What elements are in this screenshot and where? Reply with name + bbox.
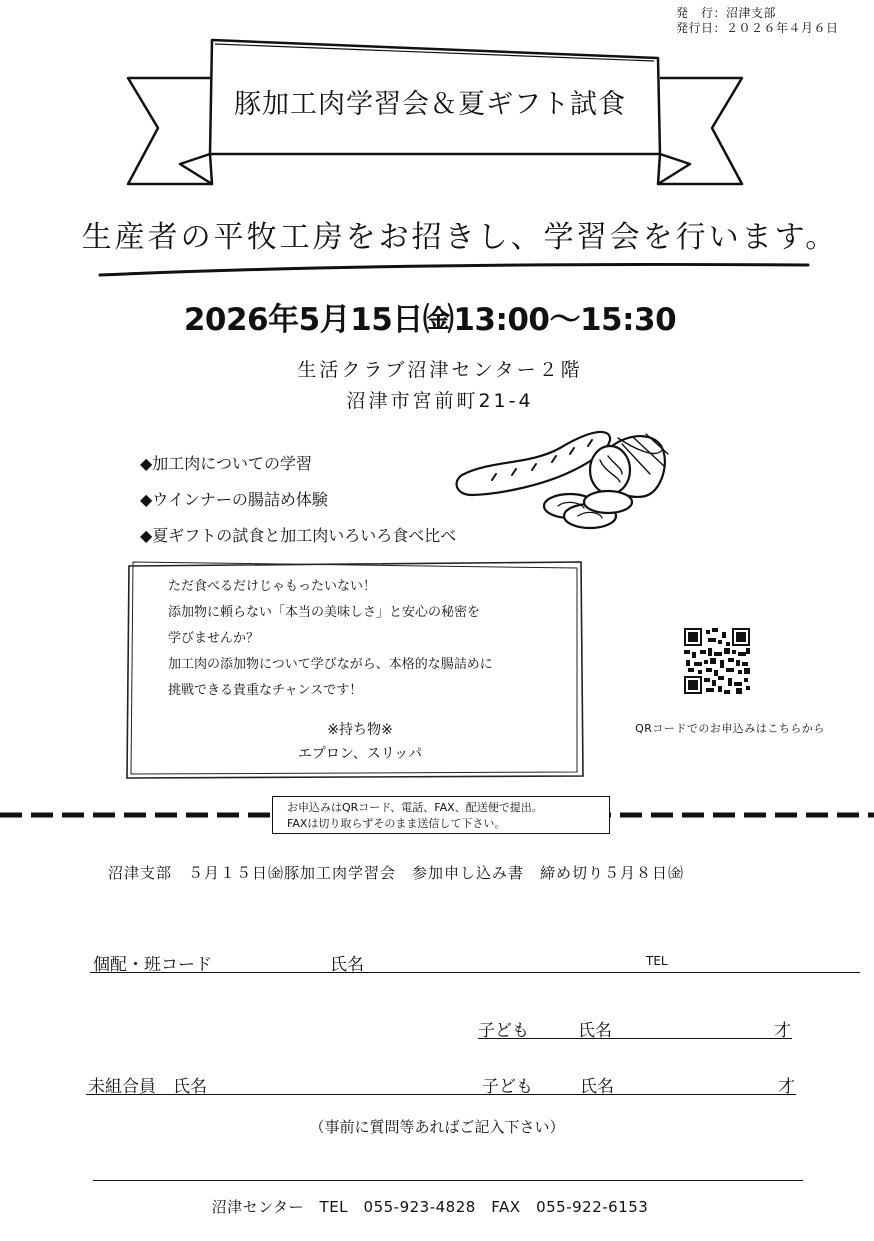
age-label: 才 — [778, 1077, 795, 1097]
message-line: 加工肉の添加物について学びながら、本格的な腸詰めに — [168, 657, 493, 672]
message-line: ただ食べるだけじゃもったいない！ — [168, 579, 377, 594]
qr-caption: QRコードでのお申込みはこちらから — [635, 722, 825, 735]
program-list — [140, 446, 456, 554]
event-subtitle: 生産者の平牧工房をお招きし、学習会を行います。 — [81, 220, 839, 255]
submission-notice — [272, 796, 610, 834]
child-name-label: 氏名 — [578, 1021, 612, 1041]
question-line[interactable] — [93, 1180, 803, 1181]
venue-address: 沼津市宮前町21-4 — [346, 390, 534, 412]
qr-code[interactable] — [684, 628, 750, 694]
belongings-items: エプロン、スリッパ — [297, 746, 423, 762]
message-line: 学びませんか？ — [168, 631, 260, 646]
nonmember-label: 未組合員 氏名 — [88, 1077, 207, 1097]
message-line: 添加物に頼らない「本当の美味しさ」と安心の秘密を — [168, 605, 481, 620]
child-label: 子ども — [478, 1021, 529, 1041]
venue — [180, 355, 700, 417]
child-label: 子ども — [482, 1077, 533, 1097]
form-row-nonmember[interactable] — [86, 1072, 484, 1095]
age-label: 才 — [774, 1021, 791, 1041]
banner-title: 豚加工肉学習会＆夏ギフト試食 — [234, 89, 626, 120]
tel-label: TEL — [646, 954, 668, 968]
issue-date: 発行日：２０２６年４月６日 — [676, 21, 839, 35]
question-note: （事前に質問等あればご記入下さい） — [309, 1118, 565, 1136]
notice-line: FAXは切り取らずそのまま送信して下さい。 — [287, 817, 506, 830]
contact-footer: 沼津センター TEL 055-923-4828 FAX 055-922-6153 — [211, 1198, 649, 1216]
belongings-title: ※持ち物※ — [327, 722, 393, 738]
name-label: 氏名 — [330, 955, 364, 975]
program-item: ◆加工肉についての学習 — [140, 454, 312, 473]
message-line: 挑戦できる貴重なチャンスです！ — [168, 683, 363, 698]
issuer-info — [676, 6, 839, 36]
form-title: 沼津支部 ５月１５日㈮豚加工肉学習会 参加申し込み書 締め切り５月８日㈮ — [108, 864, 685, 882]
form-row-child[interactable] — [478, 1072, 796, 1095]
message-body — [168, 574, 493, 704]
sausage-ham-illustration — [450, 420, 680, 540]
form-row-child[interactable] — [478, 1016, 792, 1039]
venue-name: 生活クラブ沼津センター２階 — [297, 359, 583, 381]
issuer-line: 発 行：沼津支部 — [676, 6, 777, 20]
event-datetime: 2026年5月15日㈮13:00～15:30 — [183, 302, 677, 338]
program-item: ◆ウインナーの腸詰め体験 — [140, 490, 328, 509]
code-label: 個配・班コード — [93, 955, 212, 975]
program-item: ◆夏ギフトの試食と加工肉いろいろ食べ比べ — [140, 526, 457, 545]
child-name-label: 氏名 — [580, 1077, 614, 1097]
notice-line: お申込みはQRコード、電話、FAX、配送便で提出。 — [287, 801, 543, 814]
underline-stroke — [0, 250, 874, 290]
belongings — [180, 718, 540, 766]
form-row-member[interactable] — [90, 950, 860, 973]
